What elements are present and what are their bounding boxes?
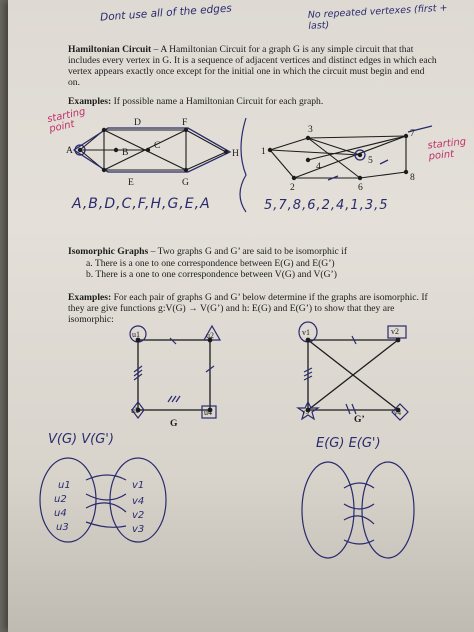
note-path-letters: A,B,D,C,F,H,G,E,A (72, 196, 211, 212)
g2-label-6: 6 (358, 182, 363, 193)
g2-label-3: 3 (308, 124, 313, 135)
right-set-v4: v4 (132, 496, 145, 507)
g1-label-h: H (232, 148, 239, 159)
left-set-u1: u1 (58, 480, 71, 491)
graph-hourglass (8, 0, 474, 632)
left-set-u4: u4 (54, 508, 67, 519)
worksheet-page (8, 0, 474, 632)
g3-label-u1: u1 (132, 330, 140, 339)
g3-label-u4: u4 (204, 408, 212, 417)
isomorphic-b: b. There is a one to one correspondence between V(G) and V(G’) (86, 269, 337, 280)
note-starting-point-left: starting point (46, 106, 87, 135)
note-path-numbers: 5,7,8,6,2,4,1,3,5 (264, 198, 389, 213)
left-set-u2: u2 (54, 494, 67, 505)
g2-label-2: 2 (290, 182, 295, 193)
g3-label-u3: u3 (131, 406, 139, 415)
g1-label-a: A (66, 145, 73, 156)
note-starting-point-right: starting point (426, 136, 467, 163)
left-set-u3: u3 (56, 522, 69, 533)
right-set-v3: v3 (132, 524, 145, 535)
definition-term: Hamiltonian Circuit (68, 44, 152, 55)
isomorphic-text: – Two graphs G and G’ are said to be isomorphic if (148, 246, 348, 257)
definition-text: – A Hamiltonian Circuit for a graph G is any simple circuit that that includes every vertex in G. It is a sequence of adjacent vertices and distinct edges in which each vertex appears exactly once except for the initial one in which the circuit must begin and end on. (68, 44, 437, 88)
g1-label-c: C (154, 140, 161, 151)
g1-label-b: B (122, 147, 129, 158)
note-no-repeated-vertexes: No repeated vertexes (first + last) (307, 2, 448, 32)
g2-label-1: 1 (261, 146, 266, 157)
g1-label-f: F (182, 117, 188, 128)
g4-label-v1: v1 (302, 328, 310, 337)
examples-1-text: If possible name a Hamiltonian Circuit for each graph. (111, 96, 324, 107)
g3-label-u2: u2 (206, 331, 214, 340)
g2-label-4: 4 (316, 161, 321, 172)
g3-label-g: G (170, 418, 178, 429)
g1-label-d: D (134, 117, 141, 128)
g2-label-7: 7 (410, 128, 415, 139)
examples-2-label: Examples: (68, 292, 112, 303)
note-vertex-map: V(G) V(G') (48, 432, 114, 447)
note-dont-use-edges: Dont use all of the edges (99, 2, 233, 24)
g4-label-v2: v2 (391, 327, 399, 336)
examples-1-label: Examples: (68, 96, 112, 107)
note-edge-map: E(G) E(G') (316, 436, 381, 451)
g4-label-v4: v4 (394, 409, 401, 417)
isomorphic-a: a. There is a one to one correspondence between E(G) and E(G’) (86, 258, 335, 269)
g1-label-e: E (128, 177, 134, 188)
examples-2-text: For each pair of graphs G and G’ below determine if the graphs are isomorphic. If they are give functions g:V(G) → V(G’) and h: E(G) and E(G’) to show that they are isomorphic: (68, 292, 428, 325)
g4-label-g-prime: G’ (354, 414, 365, 425)
right-set-v2: v2 (132, 510, 145, 521)
g4-label-v3: v3 (302, 408, 309, 416)
g2-label-5: 5 (368, 155, 373, 166)
g2-label-8: 8 (410, 172, 415, 183)
right-set-v1: v1 (132, 480, 145, 491)
isomorphic-term: Isomorphic Graphs (68, 246, 149, 257)
g1-label-g: G (182, 177, 189, 188)
